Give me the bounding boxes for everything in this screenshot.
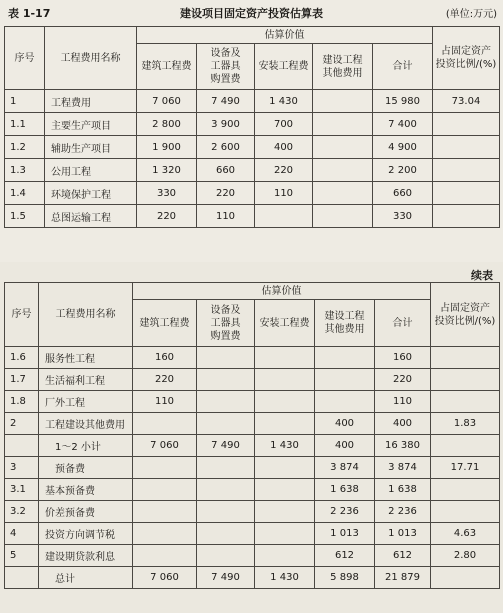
header-construction: 建筑工程费 [133, 300, 197, 347]
header-other: 建设工程 其他费用 [313, 44, 373, 90]
header-equipment: 设备及 工器具 购置费 [197, 300, 255, 347]
table-unit: (单位:万元) [445, 9, 497, 20]
table-row: 2 工程建设其他费用 400 400 1.83 [5, 413, 500, 435]
header-estimate: 估算价值 [137, 27, 433, 44]
table-1-17-sheet [0, 0, 503, 262]
table-row: 1～2 小计 7 060 7 490 1 430 400 16 380 [5, 435, 500, 457]
header-construction: 建筑工程费 [137, 44, 197, 90]
investment-estimate-table-continued [4, 282, 500, 589]
header-estimate: 估算价值 [133, 283, 431, 300]
table-number: 表 1-17 [8, 7, 51, 20]
table-title: 建设项目固定资产投资估算表 [180, 7, 323, 20]
table-header [0, 5, 503, 23]
table-row: 1.2 辅助生产项目 1 900 2 600 400 4 900 [5, 136, 500, 159]
header-ratio: 占固定资产 投资比例/(%) [431, 283, 500, 347]
header-installation: 安装工程费 [255, 300, 315, 347]
header-seq: 序号 [5, 283, 39, 347]
table-row: 1.5 总图运输工程 220 110 330 [5, 205, 500, 228]
table-row: 1.1 主要生产项目 2 800 3 900 700 7 400 [5, 113, 500, 136]
investment-estimate-table [4, 26, 500, 228]
header-equipment: 设备及 工器具 购置费 [197, 44, 255, 90]
table-row: 1.7 生活福利工程 220 220 [5, 369, 500, 391]
header-installation: 安装工程费 [255, 44, 313, 90]
table-row: 1 工程费用 7 060 7 490 1 430 15 980 73.04 [5, 90, 500, 113]
table-row: 5 建设期贷款利息 612 612 2.80 [5, 545, 500, 567]
header-other: 建设工程 其他费用 [315, 300, 375, 347]
continued-label: 续表 [471, 269, 493, 282]
table-row: 1.4 环境保护工程 330 220 110 660 [5, 182, 500, 205]
header-ratio: 占固定资产 投资比例/(%) [433, 27, 500, 90]
table-continued-sheet [0, 262, 503, 613]
header-name: 工程费用名称 [39, 283, 133, 347]
header-total: 合计 [375, 300, 431, 347]
header-seq: 序号 [5, 27, 45, 90]
table-row: 1.8 厂外工程 110 110 [5, 391, 500, 413]
header-total: 合计 [373, 44, 433, 90]
header-name: 工程费用名称 [45, 27, 137, 90]
table-row: 1.3 公用工程 1 320 660 220 2 200 [5, 159, 500, 182]
table-row: 3.1 基本预备费 1 638 1 638 [5, 479, 500, 501]
table-row: 3 预备费 3 874 3 874 17.71 [5, 457, 500, 479]
table-row: 总计 7 060 7 490 1 430 5 898 21 879 [5, 567, 500, 589]
table-row: 3.2 价差预备费 2 236 2 236 [5, 501, 500, 523]
table-row: 1.6 服务性工程 160 160 [5, 347, 500, 369]
table-row: 4 投资方向调节税 1 013 1 013 4.63 [5, 523, 500, 545]
